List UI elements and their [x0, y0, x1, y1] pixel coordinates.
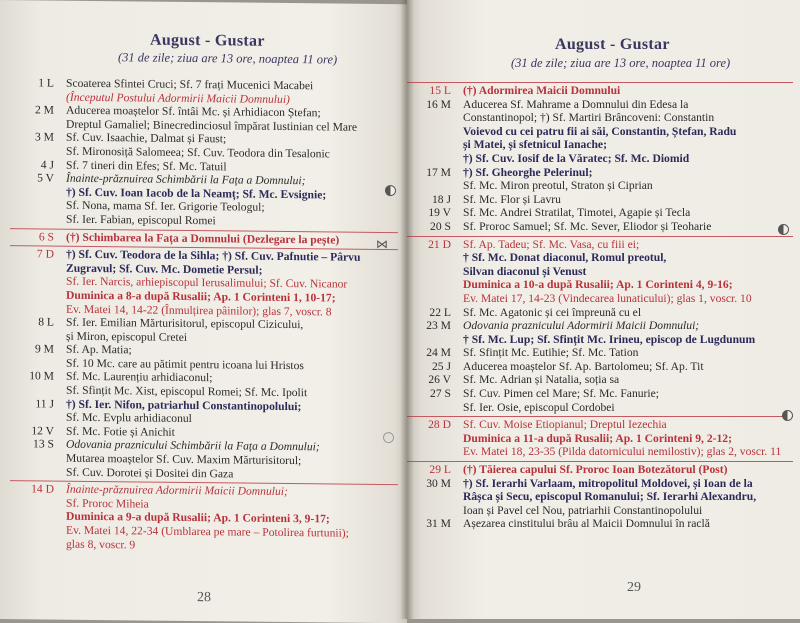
entry-line: Sf. Mironosiță Salomeea; Sf. Cuv. Teodora din Tesalonic: [66, 144, 330, 161]
day-label: 18 J: [431, 192, 451, 206]
section-divider: [407, 461, 793, 462]
day-label: 8 L: [38, 315, 54, 329]
entry-line: Sf. Ier. Fabian, episcopul Romei: [66, 212, 216, 228]
entry-line: Înainte-prăznuirea Adormirii Maicii Domnului;: [66, 482, 288, 499]
entry-line: Mutarea moaștelor Sf. Cuv. Maxim Mărturisitorul;: [66, 451, 302, 468]
entry-line: Ev. Matei 14, 22-34 (Umblarea pe mare – Potolirea furtunii);: [66, 523, 349, 540]
entry-line: și Matei, și sfetnicul Ianache;: [463, 138, 607, 152]
calendar-entry: [10, 370, 398, 401]
entry-line: Aducerea moaștelor Sf. Ap. Bartolomeu; Sf. Ap. Tit: [463, 359, 704, 373]
day-label: 25 J: [431, 359, 451, 373]
entry-line: Odovania praznicului Schimbării la Fața a Domnului;: [66, 438, 320, 454]
day-label: 7 D: [36, 247, 54, 261]
entry-line: Sf. Mc. Fotie și Anichit: [66, 424, 175, 439]
day-label: 15 L: [429, 84, 451, 97]
day-label: 31 M: [426, 517, 451, 531]
entry-line: (†) Schimbarea la Fața a Domnului (Dezlegare la pește): [66, 230, 340, 247]
entry-line: †) Sf. Gheorghe Pelerinul;: [463, 165, 593, 179]
entry-line: Constantinopol; †) Sf. Martiri Brâncoveni: Constantin: [463, 111, 715, 125]
day-label: 21 D: [428, 237, 451, 251]
calendar-entry: [10, 342, 398, 373]
entry-line: (†) Tăierea capului Sf. Proroc Ioan Botezătorul (Post): [463, 463, 728, 477]
entry-line: Dreptul Gamaliel; Binecredinciosul împărat Iustinian cel Mare: [66, 117, 358, 134]
entry-line: Sf. Cuv. Pimen cel Mare; Sf. Mc. Fanurie;: [463, 387, 659, 401]
entry-line: Sf. Sfințit Mc. Eutihie; Sf. Mc. Tation: [463, 346, 639, 360]
entry-line: Duminica a 11-a după Rusalii; Ap. 1 Corinteni 9, 2-12;: [463, 431, 732, 445]
calendar-entry: [10, 76, 398, 107]
page-subtitle: (31 de zile; ziua are 13 ore, noaptea 11 ore): [511, 56, 731, 70]
entry-line: Duminica a 10-a după Rusalii; Ap. 1 Corinteni 4, 9-16;: [463, 278, 733, 292]
page-number: 29: [627, 580, 641, 595]
calendar-entry: [407, 84, 793, 98]
entry-line: Sf. Cuv. Dorotei și Dositei din Gaza: [66, 465, 234, 481]
day-label: 2 M: [34, 103, 54, 117]
entry-line: Aducerea moaștelor Sf. întâi Mc. și Arhidiacon Ștefan;: [66, 103, 321, 120]
day-label: 4 J: [40, 157, 54, 172]
calendar-entry: [407, 193, 793, 207]
calendar-entry: [407, 477, 793, 518]
entry-line: Sf. 10 Mc. care au pătimit pentru icoana lui Hristos: [66, 356, 304, 373]
calendar-entry: [407, 463, 793, 477]
calendar-entry: [10, 171, 398, 229]
day-label: 29 L: [429, 463, 451, 477]
entry-line: Ioan și Pavel cel Nou, patriarhii Constantinopolului: [463, 503, 703, 517]
day-label: 20 S: [430, 219, 451, 233]
entry-line: Așezarea cinstitului brâu al Maicii Domnului în raclă: [463, 517, 710, 531]
moon-phase-icon: [385, 185, 396, 196]
entry-line: †) Sf. Ier. Nifon, patriarhul Constantinopolului;: [66, 397, 302, 413]
fish-icon: ⋈: [376, 236, 388, 252]
calendar-entry: [10, 230, 398, 248]
entry-line: Înainte-prăznuirea Schimbării la Fața a Domnului;: [66, 171, 306, 188]
day-label: 6 S: [38, 229, 54, 244]
calendar-entry: [10, 438, 398, 483]
day-label: 17 M: [426, 165, 451, 179]
entry-line: Sf. Proroc Miheia: [66, 496, 149, 511]
entry-line: Sf. Ier. Osie, episcopul Cordobei: [463, 400, 615, 414]
entry-line: † Sf. Mc. Donat diaconul, Romul preotul,: [463, 251, 667, 265]
entry-line: Ev. Matei 18, 23-35 (Pilda datornicului nemilostiv); glas 2, voscr. 11: [463, 445, 782, 459]
entry-line: Sf. Mc. Agatonic și cei împreună cu el: [463, 305, 642, 319]
calendar-entry: [10, 397, 398, 428]
day-label: 19 V: [428, 206, 451, 220]
entry-line: Scoaterea Sfintei Cruci; Sf. 7 frați Mucenici Macabei: [66, 76, 314, 93]
entry-line: Ev. Matei 17, 14-23 (Vindecarea lunaticului); glas 1, voscr. 10: [463, 291, 752, 305]
calendar-entry: [407, 220, 793, 234]
section-divider: [407, 82, 793, 83]
day-label: 28 D: [428, 418, 451, 432]
entry-line: Sf. Mc. Andrei Stratilat, Timotei, Agapie și Tecla: [463, 206, 691, 220]
calendar-entry: [407, 373, 793, 387]
day-label: 13 S: [33, 437, 54, 452]
calendar-entry: [407, 98, 793, 166]
day-label: 22 L: [429, 305, 451, 319]
calendar-entry: [10, 130, 398, 161]
day-label: 3 M: [34, 130, 54, 144]
entry-line: (†) Adormirea Maicii Domnului: [463, 84, 621, 97]
entry-line: Sf. Ier. Emilian Mărturisitorul, episcopul Cizicului,: [66, 315, 304, 332]
moon-phase-icon: [383, 432, 394, 443]
entry-line: Sf. 7 tineri din Efes; Sf. Mc. Tatuil: [66, 158, 227, 173]
calendar-entry: [407, 418, 793, 459]
calendar-entry: [407, 346, 793, 360]
entry-line: Sf. Proroc Samuel; Sf. Mc. Sever, Eliodor și Teoharie: [463, 219, 712, 233]
entry-line: †) Sf. Cuv. Ioan Iacob de la Neamț; Sf. Mc. Evsignie;: [66, 185, 327, 202]
entry-line: (Începutul Postului Adormirii Maicii Domnului): [66, 90, 290, 106]
entry-line: Sf. Mc. Laurențiu arhidiaconul;: [66, 370, 213, 385]
calendar-entry: [10, 315, 398, 346]
calendar-entry: [407, 238, 793, 306]
calendar-entry: [10, 482, 398, 554]
day-label: 5 V: [37, 171, 54, 185]
entry-line: †) Sf. Cuv. Iosif de la Văratec; Sf. Mc. Diomid: [463, 151, 690, 165]
entry-line: Sf. Cuv. Isaachie, Dalmat și Faust;: [66, 131, 227, 146]
right-page: [407, 0, 800, 619]
entry-line: Odovania praznicului Adormirii Maicii Domnului;: [463, 319, 700, 333]
day-label: 9 M: [34, 342, 54, 356]
entry-line: Sf. Sfințit Mc. Xist, episcopul Romei; Sf. Mc. Ipolit: [66, 383, 308, 400]
moon-phase-icon: [778, 224, 789, 235]
entry-line: Sf. Ap. Tadeu; Sf. Mc. Vasa, cu fiii ei;: [463, 237, 640, 251]
entry-line: Sf. Mc. Adrian și Natalia, soția sa: [463, 373, 620, 387]
calendar-entry: [407, 306, 793, 320]
entry-line: Silvan diaconul și Venust: [463, 264, 587, 278]
day-label: 11 J: [35, 397, 54, 411]
calendar-entry: [407, 206, 793, 220]
entry-line: Voievod cu cei patru fii ai săi, Constantin, Ștefan, Radu: [463, 124, 737, 138]
day-label: 24 M: [426, 346, 451, 360]
entry-line: Duminica a 8-a după Rusalii; Ap. 1 Corinteni 1, 10-17;: [66, 288, 336, 305]
entry-line: Sf. Mc. Flor și Lavru: [463, 192, 561, 206]
calendar-entry: [10, 103, 398, 134]
page-title: August - Gustar: [555, 36, 670, 53]
calendar-entry: [407, 360, 793, 374]
calendar-entry: [407, 387, 793, 414]
entry-line: Sf. Ier. Narcis, arhiepiscopul Ierusalimului; Sf. Cuv. Nicanor: [66, 275, 348, 291]
entry-line: Sf. Mc. Miron preotul, Straton și Ciprian: [463, 179, 653, 193]
page-title: August - Gustar: [150, 31, 265, 50]
calendar-entries: [10, 76, 398, 554]
entry-line: Sf. Cuv. Moise Etiopianul; Dreptul Iezechia: [463, 418, 667, 432]
entry-line: †) Sf. Cuv. Teodora de la Sihla; †) Sf. Cuv. Pafnutie – Pârvu: [66, 247, 361, 264]
entry-line: Duminica a 9-a după Rusalii; Ap. 1 Corinteni 3, 9-17;: [66, 510, 330, 526]
day-label: 30 M: [426, 476, 451, 490]
calendar-entries: [407, 80, 793, 531]
calendar-entry: [10, 247, 398, 319]
day-label: 23 M: [426, 319, 451, 333]
day-label: 10 M: [29, 369, 54, 384]
day-label: 12 V: [31, 424, 54, 438]
day-label: 26 V: [428, 373, 451, 387]
day-label: 1 L: [38, 76, 54, 90]
entry-line: Aducerea Sf. Mahrame a Domnului din Edesa la: [463, 97, 689, 111]
page-subtitle: (31 de zile; ziua are 13 ore, noaptea 11 ore): [118, 50, 338, 67]
section-divider: [407, 416, 793, 417]
calendar-entry: [407, 517, 793, 531]
day-label: 16 M: [426, 97, 451, 111]
calendar-entry: [407, 319, 793, 346]
entry-line: glas 8, voscr. 9: [66, 537, 136, 552]
day-label: 27 S: [430, 387, 451, 401]
page-number: 28: [197, 590, 211, 606]
entry-line: Sf. Mc. Evplu arhidiaconul: [66, 410, 192, 426]
book-gutter: [400, 0, 414, 619]
entry-line: †) Sf. Ierarhi Varlaam, mitropolitul Moldovei, și Ioan de la: [463, 476, 753, 490]
entry-line: Ev. Matei 14, 14-22 (Înmulțirea pâinilor); glas 7, voscr. 8: [66, 302, 332, 318]
entry-line: și Miron, episcopul Cretei: [66, 329, 188, 344]
section-divider: [407, 236, 793, 237]
entry-line: Sf. Nona, mama Sf. Ier. Grigorie Teologul;: [66, 199, 265, 215]
day-label: 14 D: [31, 482, 54, 496]
entry-line: Râșca și Secu, episcopul Romanului; Sf. Ierarhi Alexandru,: [463, 490, 757, 504]
moon-phase-icon: [782, 410, 793, 421]
entry-line: Zugravul; Sf. Cuv. Mc. Dometie Persul;: [66, 261, 263, 277]
entry-line: † Sf. Mc. Lup; Sf. Sfințit Mc. Irineu, episcop de Lugdunum: [463, 332, 756, 346]
entry-line: Sf. Ap. Matia;: [66, 342, 132, 357]
calendar-entry: [407, 166, 793, 193]
